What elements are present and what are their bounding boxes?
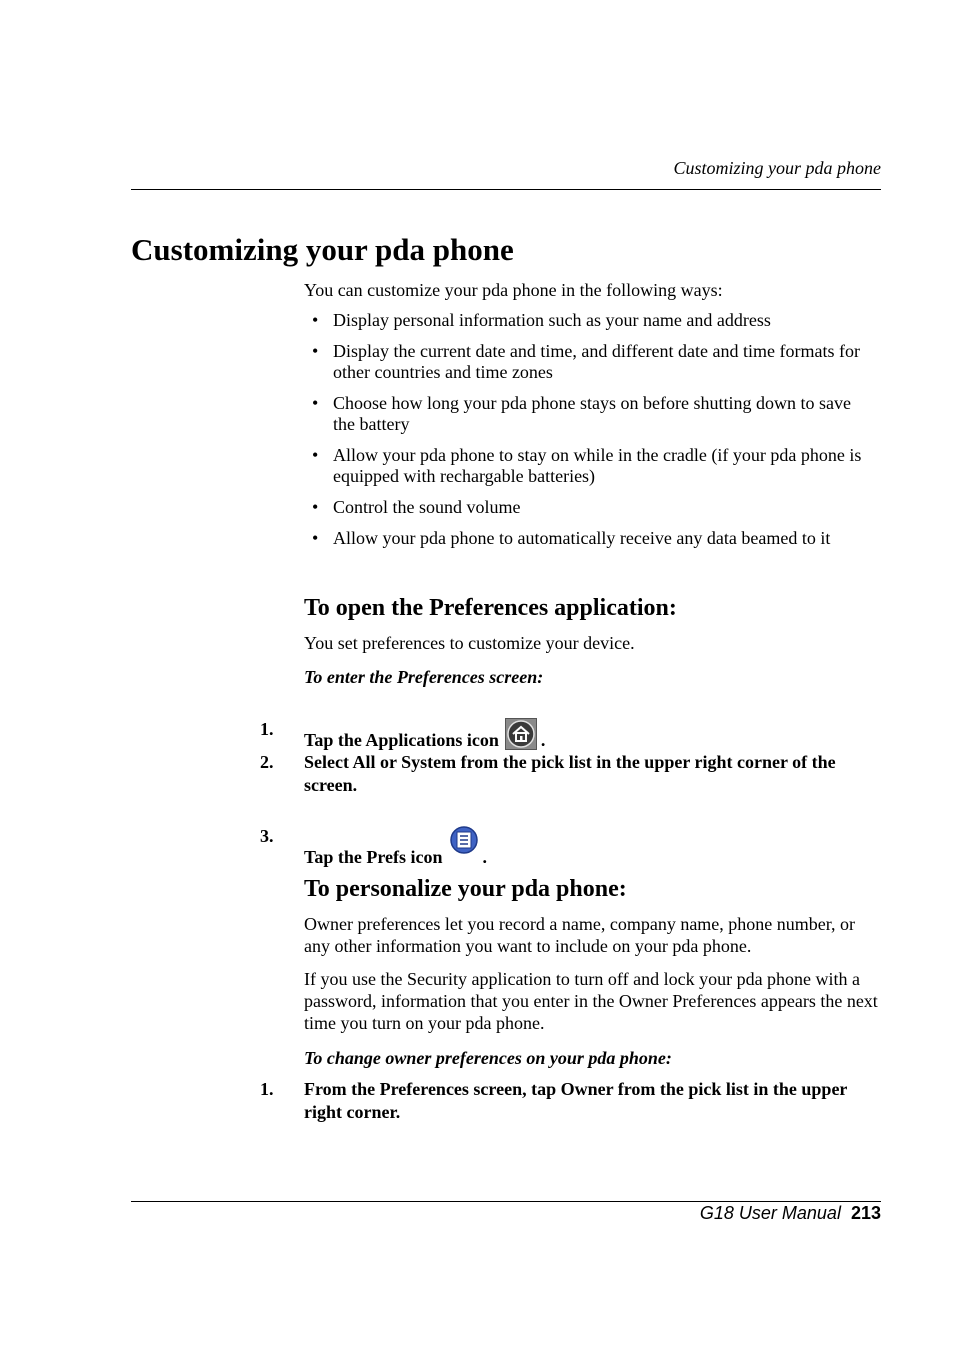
step-number: 1. <box>260 1079 274 1099</box>
manual-title: G18 User Manual <box>699 1203 841 1223</box>
procedure-heading: To change owner preferences on your pda phone: <box>304 1048 672 1068</box>
page-footer <box>700 1203 881 1224</box>
section-heading-open-preferences: To open the Preferences application: <box>304 595 677 621</box>
step-text: Tap the Applications icon <box>304 730 499 750</box>
list-item: • Control the sound volume <box>304 497 864 518</box>
list-item: • Display personal information such as your name and address <box>304 310 864 331</box>
step-suffix: . <box>540 730 546 750</box>
list-item: • Choose how long your pda phone stays on before shutting down to save the battery <box>304 393 864 435</box>
step-number: 2. <box>260 752 274 772</box>
page-title: Customizing your pda phone <box>131 232 514 267</box>
section-heading-personalize: To personalize your pda phone: <box>304 876 627 902</box>
step-text: From the Preferences screen, tap Owner from the pick list in the upper right corner. <box>304 1079 848 1122</box>
intro-paragraph: You can customize your pda phone in the following ways: <box>304 280 723 300</box>
step-number: 1. <box>260 719 274 739</box>
running-header: Customizing your pda phone <box>673 158 881 178</box>
list-item: • Allow your pda phone to automatically receive any data beamed to it <box>304 528 864 549</box>
section-body: Owner preferences let you record a name, company name, phone number, or any other information you want to include on your pda phone. <box>304 914 856 956</box>
header-rule <box>131 189 881 190</box>
footer-rule <box>131 1201 881 1202</box>
page-number: 213 <box>850 1203 881 1223</box>
step-text: Tap the Prefs icon <box>304 847 443 867</box>
section-body: If you use the Security application to turn off and lock your pda phone with a password, information that you enter in the Owner Preferences appears the next time you turn on your pda phone. <box>304 969 878 1033</box>
section-body: You set preferences to customize your device. <box>304 633 635 653</box>
step-text: Select All or System from the pick list in the upper right corner of the screen. <box>304 752 836 795</box>
procedure-heading: To enter the Preferences screen: <box>304 667 544 687</box>
prefs-icon <box>449 825 479 861</box>
step-suffix: . <box>482 847 488 867</box>
step-number: 3. <box>260 826 274 846</box>
feature-list <box>304 310 864 559</box>
list-item: • Allow your pda phone to stay on while in the cradle (if your pda phone is equipped with rechargable batteries) <box>304 445 864 487</box>
list-item: • Display the current date and time, and different date and time formats for other countries and time zones <box>304 341 864 383</box>
